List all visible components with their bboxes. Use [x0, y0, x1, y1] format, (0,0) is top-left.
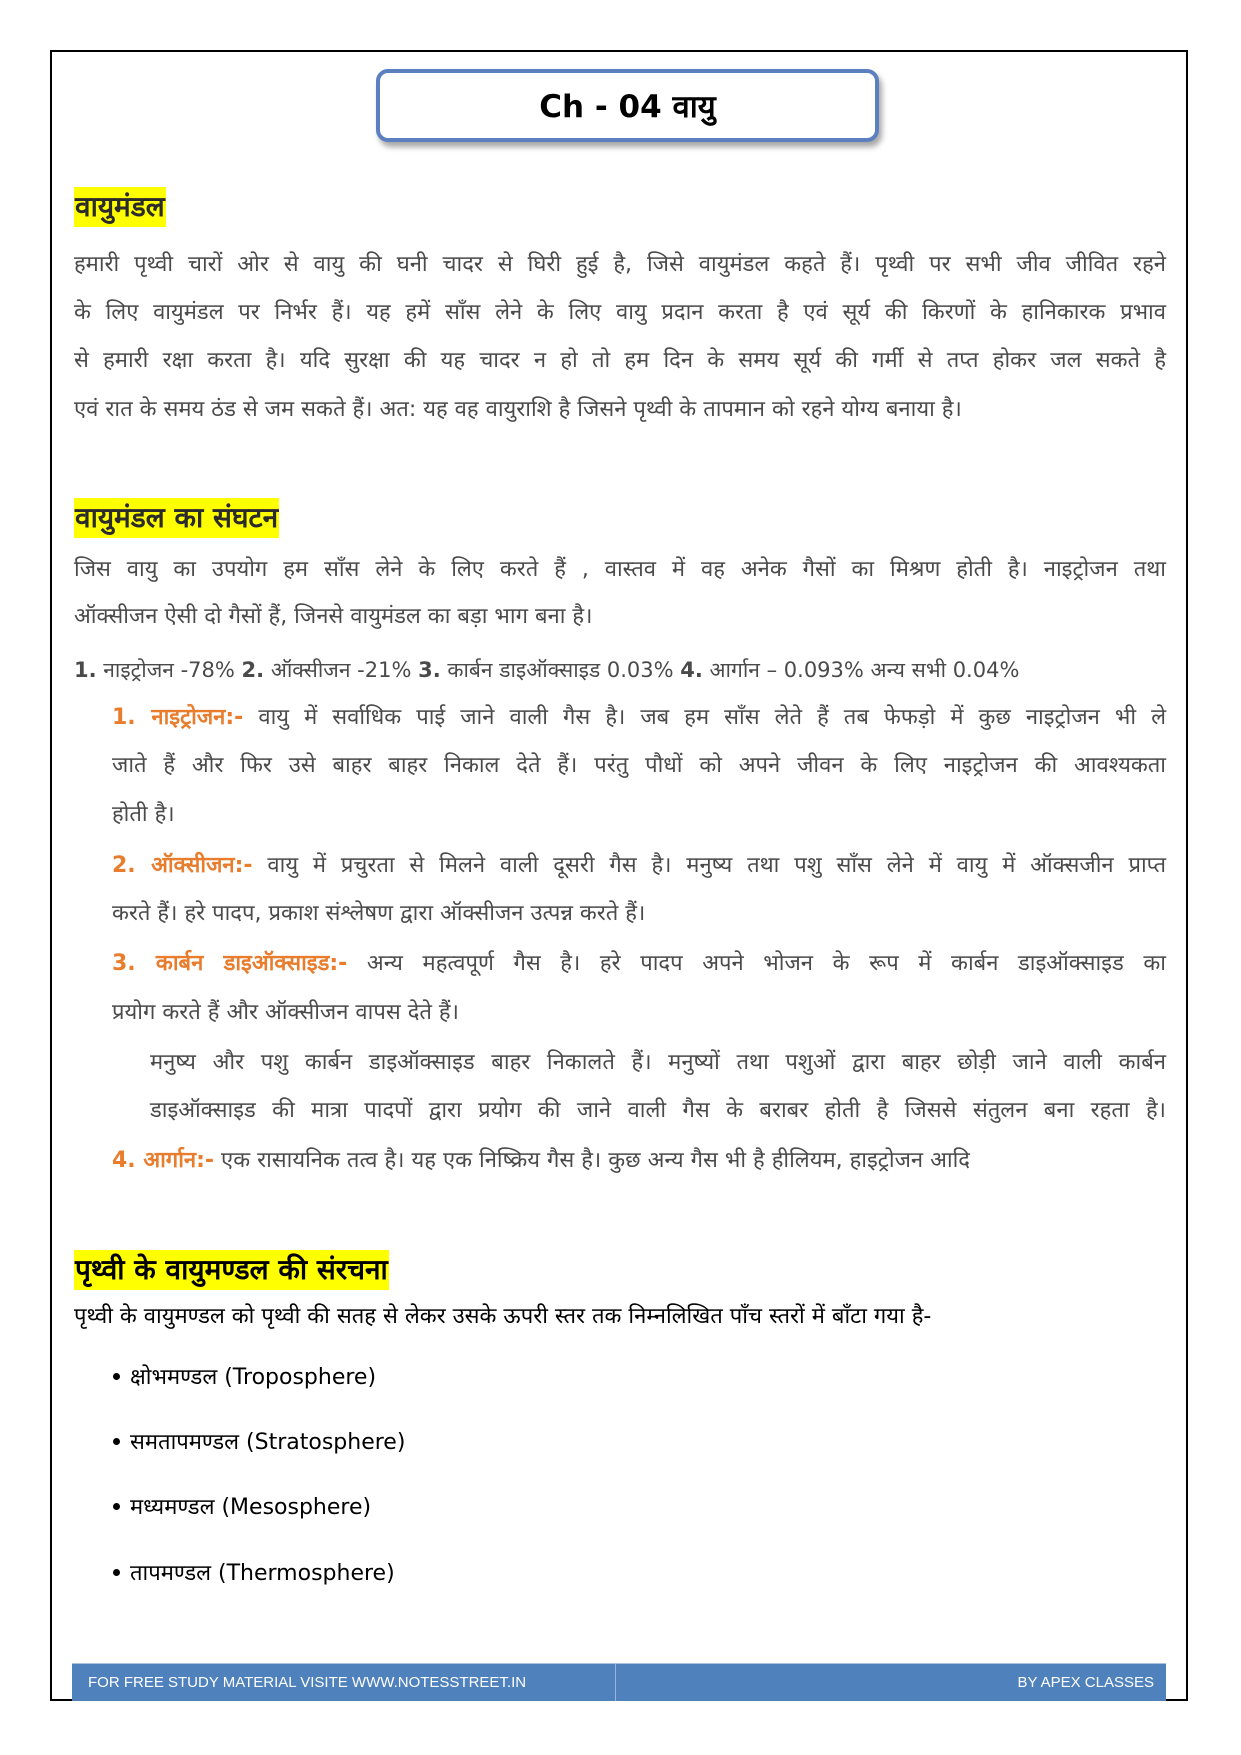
paragraph-line: डाइऑक्साइड की मात्रा पादपों द्वारा प्रयोग की जाने वाली गैस के बराबर होती है जिससे संतुलन बना रहता है। [150, 1098, 1166, 1123]
layer-name: क्षोभमण्डल (Troposphere) [130, 1365, 377, 1390]
paragraph-line: प्रयोग करते हैं और ऑक्सीजन वापस देते हैं। [112, 1000, 459, 1025]
layer-list-item [113, 1428, 405, 1458]
gas-nitrogen [112, 703, 1166, 733]
layer-list-item [113, 1493, 371, 1523]
chapter-title: Ch - 04 वायु [539, 88, 716, 125]
gas-argon [112, 1146, 970, 1176]
gas-text: वायु में सर्वाधिक पाई जाने वाली गैस है। जब हम साँस लेते हैं तब फेफड़ो में कुछ नाइट्रोजन भी ले [243, 705, 1166, 730]
composition-item: कार्बन डाइऑक्साइड 0.03% [440, 658, 681, 682]
gas-carbon-dioxide [112, 949, 1166, 979]
paragraph-line: जाते हैं और फिर उसे बाहर बाहर निकाल देते हैं। परंतु पौधों को अपने जीवन के लिए नाइट्रोजन की आवश्यकता [112, 753, 1166, 778]
chapter-title-box [376, 69, 879, 142]
composition-item: आर्गान – 0.093% अन्य सभी 0.04% [702, 658, 1020, 682]
section-heading-atmosphere: वायुमंडल [74, 187, 166, 227]
gas-label: 1. नाइट्रोजन:- [112, 705, 244, 730]
paragraph-line: से हमारी रक्षा करता है। यदि सुरक्षा की यह चादर न हो तो हम दिन के समय सूर्य की गर्मी से तप्त होकर जल सकते है [74, 348, 1166, 373]
gas-oxygen [112, 851, 1166, 881]
composition-number: 3. [418, 658, 441, 682]
paragraph-line: होती है। [112, 802, 175, 827]
paragraph-line: हमारी पृथ्वी चारों ओर से वायु की घनी चादर से घिरी हुई है, जिसे वायुमंडल कहते हैं। पृथ्वी पर सभी जीव जीवित रहने [74, 252, 1166, 277]
paragraph-line: के लिए वायुमंडल पर निर्भर हैं। यह हमें साँस लेने के लिए वायु प्रदान करता है एवं सूर्य की किरणों के हानिकारक प्रभाव [74, 300, 1166, 325]
paragraph-line: ऑक्सीजन ऐसी दो गैसों हैं, जिनसे वायुमंडल का बड़ा भाग बना है। [74, 604, 593, 629]
bullet-icon [113, 1373, 120, 1380]
bullet-icon [113, 1569, 120, 1576]
layer-name: समतापमण्डल (Stratosphere) [130, 1430, 406, 1455]
gas-text: एक रासायनिक तत्व है। यह एक निष्क्रिय गैस है। कुछ अन्य गैस भी है हीलियम, हाइट्रोजन आदि [214, 1148, 970, 1173]
page-footer [72, 1663, 1166, 1701]
composition-item: ऑक्सीजन -21% [264, 658, 419, 682]
layer-list-item [113, 1363, 376, 1393]
composition-number: 4. [680, 658, 703, 682]
paragraph-line: करते हैं। हरे पादप, प्रकाश संश्लेषण द्वारा ऑक्सीजन उत्पन्न करते हैं। [112, 901, 646, 926]
section-heading-composition: वायुमंडल का संघटन [74, 498, 279, 538]
composition-list [74, 655, 1019, 685]
gas-text: वायु में प्रचुरता से मिलने वाली दूसरी गैस है। मनुष्य तथा पशु साँस लेने में वायु में ऑक्सजीन प्राप्त [252, 853, 1166, 878]
gas-text: अन्य महत्वपूर्ण गैस है। हरे पादप अपने भोजन के रूप में कार्बन डाइऑक्साइड का [347, 951, 1166, 976]
paragraph-line: जिस वायु का उपयोग हम साँस लेने के लिए करते हैं , वास्तव में वह अनेक गैसों का मिश्रण होती है। नाइट्रोजन तथा [74, 557, 1166, 582]
footer-credit-text: BY APEX CLASSES [1017, 1674, 1154, 1691]
gas-label: 4. आर्गान:- [112, 1148, 215, 1173]
composition-number: 2. [241, 658, 265, 682]
paragraph-line: एवं रात के समय ठंड से जम सकते हैं। अत: यह वह वायुराशि है जिसने पृथ्वी के तापमान को रहने योग्य बनाया है। [74, 397, 962, 422]
footer-website-text: FOR FREE STUDY MATERIAL VISITE WWW.NOTESSTREET.IN [72, 1664, 616, 1701]
gas-label: 2. ऑक्सीजन:- [112, 853, 253, 878]
composition-item: नाइट्रोजन -78% [96, 658, 242, 682]
gas-label: 3. कार्बन डाइऑक्साइड:- [112, 951, 348, 976]
layer-name: मध्यमण्डल (Mesosphere) [130, 1495, 372, 1520]
layer-list-item [113, 1559, 395, 1589]
paragraph-line: पृथ्वी के वायुमण्डल को पृथ्वी की सतह से लेकर उसके ऊपरी स्तर तक निम्नलिखित पाँच स्तरों में बाँटा गया है- [74, 1304, 932, 1329]
paragraph-line: मनुष्य और पशु कार्बन डाइऑक्साइड बाहर निकालते हैं। मनुष्यों तथा पशुओं द्वारा बाहर छोड़ी जाने वाली कार्बन [150, 1050, 1166, 1075]
bullet-icon [113, 1503, 120, 1510]
composition-number: 1. [74, 658, 97, 682]
layer-name: तापमण्डल (Thermosphere) [130, 1561, 395, 1586]
section-heading-structure: पृथ्वी के वायुमण्डल की संरचना [74, 1250, 389, 1290]
bullet-icon [113, 1438, 120, 1445]
